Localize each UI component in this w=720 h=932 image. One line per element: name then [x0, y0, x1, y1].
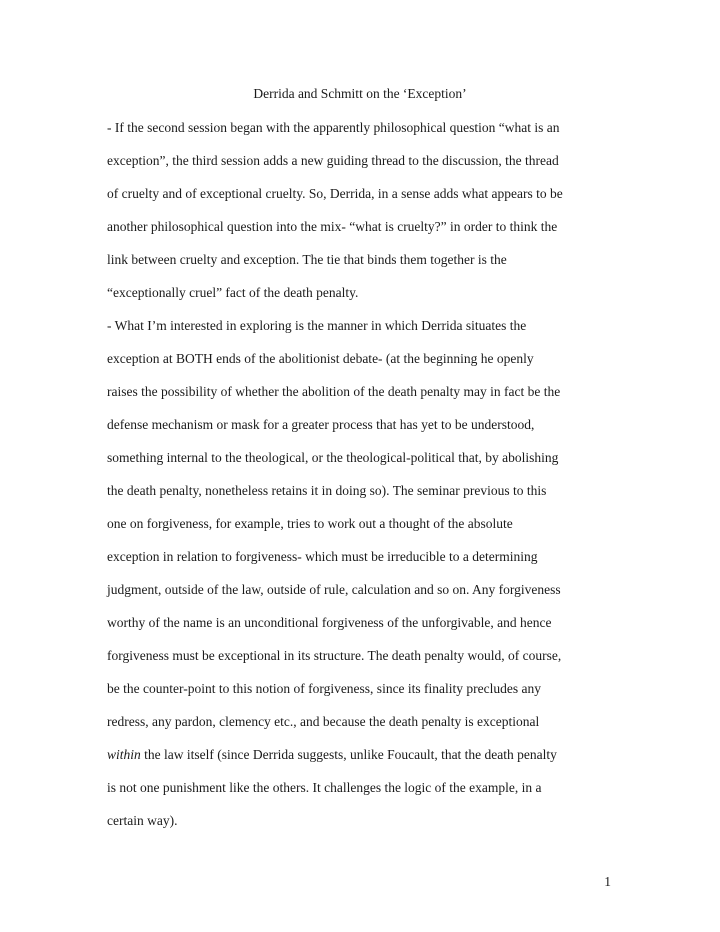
text-line: “exceptionally cruel” fact of the death penalty.: [107, 285, 359, 300]
page-number: 1: [604, 874, 611, 889]
text-span: the law itself (since Derrida suggests, unlike Foucault, that the death penalty: [140, 747, 557, 762]
text-line: [107, 745, 557, 765]
text-line: redress, any pardon, clemency etc., and because the death penalty is exceptional: [107, 714, 540, 729]
text-line: exception”, the third session adds a new guiding thread to the discussion, the thread: [107, 153, 559, 168]
text-line: raises the possibility of whether the abolition of the death penalty may in fact be the: [107, 384, 561, 399]
text-line: one on forgiveness, for example, tries to work out a thought of the absolute: [107, 516, 513, 531]
text-line: be the counter-point to this notion of forgiveness, since its finality precludes any: [107, 681, 542, 696]
italic-emphasis: within: [107, 747, 141, 762]
text-line: something internal to the theological, or the theological-political that, by abolishing: [107, 450, 559, 465]
text-line: of cruelty and of exceptional cruelty. So, Derrida, in a sense adds what appears to be: [107, 186, 563, 201]
document-title: Derrida and Schmitt on the ‘Exception’: [253, 86, 467, 101]
text-line: exception at BOTH ends of the abolitionist debate- (at the beginning he openly: [107, 351, 534, 366]
text-line: the death penalty, nonetheless retains it in doing so). The seminar previous to this: [107, 483, 547, 498]
text-line: certain way).: [107, 813, 178, 828]
text-line: link between cruelty and exception. The tie that binds them together is the: [107, 252, 507, 267]
text-line: - What I’m interested in exploring is the manner in which Derrida situates the: [107, 318, 527, 333]
text-line: defense mechanism or mask for a greater process that has yet to be understood,: [107, 417, 535, 432]
text-line: - If the second session began with the apparently philosophical question “what is an: [107, 120, 560, 135]
text-line: worthy of the name is an unconditional forgiveness of the unforgivable, and hence: [107, 615, 552, 630]
text-line: forgiveness must be exceptional in its structure. The death penalty would, of course,: [107, 648, 562, 663]
text-line: another philosophical question into the mix- “what is cruelty?” in order to think the: [107, 219, 558, 234]
text-line: judgment, outside of the law, outside of rule, calculation and so on. Any forgiveness: [107, 582, 561, 597]
text-line: exception in relation to forgiveness- which must be irreducible to a determining: [107, 549, 538, 564]
text-line: is not one punishment like the others. It challenges the logic of the example, in a: [107, 780, 542, 795]
